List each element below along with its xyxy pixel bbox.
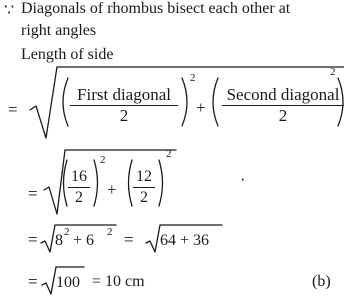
step2-frac2-numerator: 12 xyxy=(136,168,152,185)
step3-radical-sign-2 xyxy=(146,225,222,252)
step2-right-paren-2 xyxy=(159,160,163,206)
step1-frac2-numerator: Second diagonal xyxy=(226,85,340,104)
step1-right-paren-1 xyxy=(182,78,187,126)
step3-radicand-64-plus-36: 64 + 36 xyxy=(160,232,210,249)
answer-option: (b) xyxy=(312,273,331,290)
step4-equals-1: = xyxy=(28,272,38,291)
step2-exponent-2: 2 xyxy=(166,148,172,160)
step3-equals-1: = xyxy=(28,230,38,249)
step3-exponent-b: 2 xyxy=(107,226,113,238)
step2-exponent-1: 2 xyxy=(100,154,106,166)
step2-left-paren-2 xyxy=(129,160,133,206)
step4-radicand-100: 100 xyxy=(56,274,80,291)
step2-frac2-denominator: 2 xyxy=(140,189,148,206)
stray-dot: · xyxy=(240,172,246,189)
step3-base-8: 8 xyxy=(55,232,63,249)
step1-exponent-1: 2 xyxy=(190,72,196,84)
step2-equals: = xyxy=(28,184,38,203)
step4-radical-sign xyxy=(42,267,84,294)
because-symbol: ∵ xyxy=(4,2,15,19)
step3-equals-2: = xyxy=(124,230,134,249)
step2-frac1-denominator: 2 xyxy=(75,189,83,206)
step4-result: = 10 cm xyxy=(92,273,145,290)
step3-radical-sign-1 xyxy=(41,225,116,252)
step1-left-paren-1 xyxy=(63,78,68,126)
statement-line-1: Diagonals of rhombus bisect each other at xyxy=(21,0,291,17)
step1-exponent-2: 2 xyxy=(330,66,336,78)
step1-left-paren-2 xyxy=(213,78,218,126)
step1-frac2-denominator: 2 xyxy=(278,106,288,125)
step1-frac1-denominator: 2 xyxy=(119,106,129,125)
step3-exponent-a: 2 xyxy=(64,226,70,238)
step3-plus-6: + 6 xyxy=(73,232,95,249)
step2-right-paren-1 xyxy=(94,160,98,206)
statement-line-2: right angles xyxy=(21,22,97,39)
step1-frac1-numerator: First diagonal xyxy=(77,85,171,104)
length-of-side-label: Length of side xyxy=(21,46,114,63)
step1-plus: + xyxy=(196,98,206,117)
step1-equals: = xyxy=(8,100,18,119)
step2-plus: + xyxy=(107,180,117,199)
step2-frac1-numerator: 16 xyxy=(71,168,87,185)
step1-right-paren-2 xyxy=(338,78,343,126)
step2-left-paren-1 xyxy=(64,160,68,206)
